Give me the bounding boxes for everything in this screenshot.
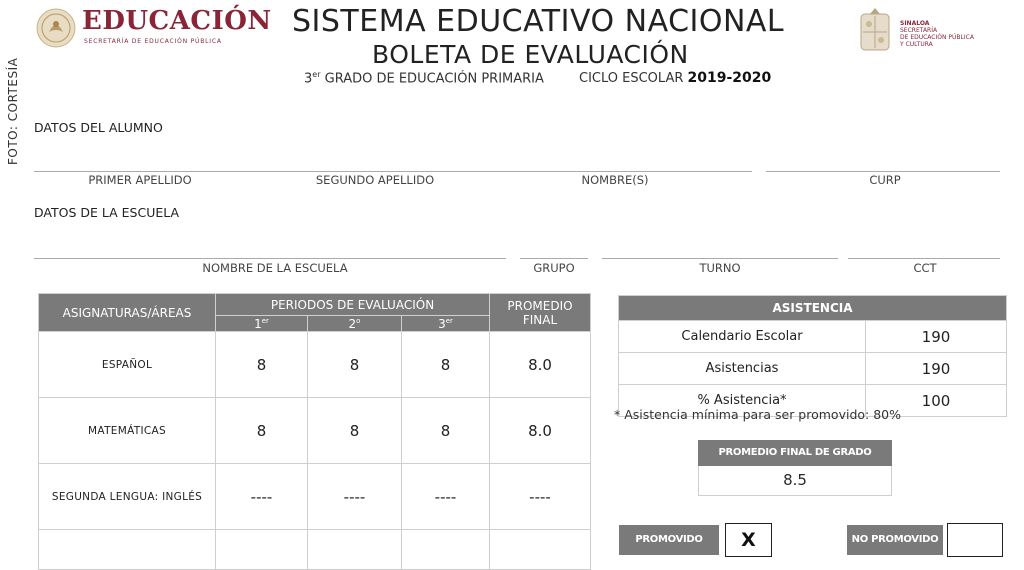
shift-label: TURNO (699, 261, 741, 275)
attendance-label: Asistencias (619, 353, 866, 385)
grade-cell: 8 (308, 332, 402, 398)
attendance-value: 100 (866, 385, 1007, 417)
attendance-header: ASISTENCIA (619, 296, 1007, 321)
cct-line (848, 258, 1000, 259)
subject-header: ASIGNATURAS/ÁREAS (39, 294, 216, 332)
grade-cell: ---- (308, 464, 402, 530)
subject-name: SEGUNDA LENGUA: INGLÉS (39, 464, 216, 530)
sinaloa-crest-icon (858, 6, 892, 54)
periods-header: PERIODOS DE EVALUACIÓN (216, 294, 490, 316)
first-surname-label: PRIMER APELLIDO (88, 173, 192, 187)
attendance-table (618, 295, 1007, 417)
attendance-label: Calendario Escolar (619, 321, 866, 353)
grade-line: 3er GRADO DE EDUCACIÓN PRIMARIA (304, 70, 544, 87)
table-row (39, 530, 591, 570)
final-average-header: PROMEDIO FINAL (490, 294, 591, 332)
final-average-value: 8.5 (698, 466, 892, 496)
grade-cell: 8 (308, 398, 402, 464)
school-name-label: NOMBRE DE LA ESCUELA (202, 261, 348, 275)
not-promoted-label: NO PROMOVIDO (847, 525, 943, 555)
grades-table (38, 293, 591, 570)
student-line (34, 171, 752, 172)
attendance-label: % Asistencia* (619, 385, 866, 417)
school-name-line (34, 258, 506, 259)
final-grade-cell: 8.0 (490, 332, 591, 398)
sep-seal-icon (36, 8, 76, 48)
grade-cell: ---- (402, 464, 490, 530)
grade-cell: ---- (216, 464, 308, 530)
attendance-note: * Asistencia mínima para ser promovido: 80% (614, 407, 901, 422)
curp-label: CURP (869, 173, 901, 187)
sep-logo-subtitle: SECRETARÍA DE EDUCACIÓN PÚBLICA (84, 38, 222, 45)
second-surname-label: SEGUNDO APELLIDO (315, 173, 435, 187)
student-section-label: DATOS DEL ALUMNO (34, 120, 163, 135)
school-cycle: CICLO ESCOLAR 2019-2020 (579, 70, 772, 86)
period-1-header: 1er (216, 316, 308, 332)
promoted-label: PROMOVIDO (619, 525, 719, 555)
table-row (39, 464, 591, 530)
table-row (39, 398, 591, 464)
attendance-value: 190 (866, 321, 1007, 353)
table-row (619, 321, 1007, 353)
curp-line (766, 171, 1000, 172)
table-row (39, 332, 591, 398)
grade-cell: 8 (216, 332, 308, 398)
group-label: GRUPO (533, 261, 575, 275)
empty-cell (216, 530, 308, 570)
subject-name: ESPAÑOL (39, 332, 216, 398)
period-3-header: 3er (402, 316, 490, 332)
empty-cell (39, 530, 216, 570)
not-promoted-checkbox (947, 523, 1003, 557)
empty-cell (402, 530, 490, 570)
table-row (619, 353, 1007, 385)
empty-cell (490, 530, 591, 570)
sep-logo-title: EDUCACIÓN (82, 6, 272, 36)
document-subtitle: BOLETA DE EVALUACIÓN (372, 40, 689, 69)
sinaloa-logo-text: SINALOA SECRETARÍA DE EDUCACIÓN PÚBLICA Y CULTURA (900, 20, 974, 48)
group-line (520, 258, 588, 259)
shift-line (602, 258, 838, 259)
subject-name: MATEMÁTICAS (39, 398, 216, 464)
grade-cell: 8 (402, 332, 490, 398)
empty-cell (308, 530, 402, 570)
period-2-header: 2$^o$ (308, 316, 402, 332)
cct-label: CCT (913, 261, 937, 275)
grade-cell: 8 (402, 398, 490, 464)
name-label: NOMBRE(S) (581, 173, 649, 187)
document-title: SISTEMA EDUCATIVO NACIONAL (292, 4, 785, 39)
final-grade-cell: 8.0 (490, 398, 591, 464)
promoted-checkbox: X (725, 523, 772, 557)
school-section-label: DATOS DE LA ESCUELA (34, 205, 180, 220)
final-average-box (698, 440, 892, 496)
attendance-value: 190 (866, 353, 1007, 385)
final-average-label: PROMEDIO FINAL DE GRADO (698, 440, 892, 466)
photo-credit: FOTO: CORTESÍA (6, 57, 20, 165)
final-grade-cell: ---- (490, 464, 591, 530)
grade-cell: 8 (216, 398, 308, 464)
